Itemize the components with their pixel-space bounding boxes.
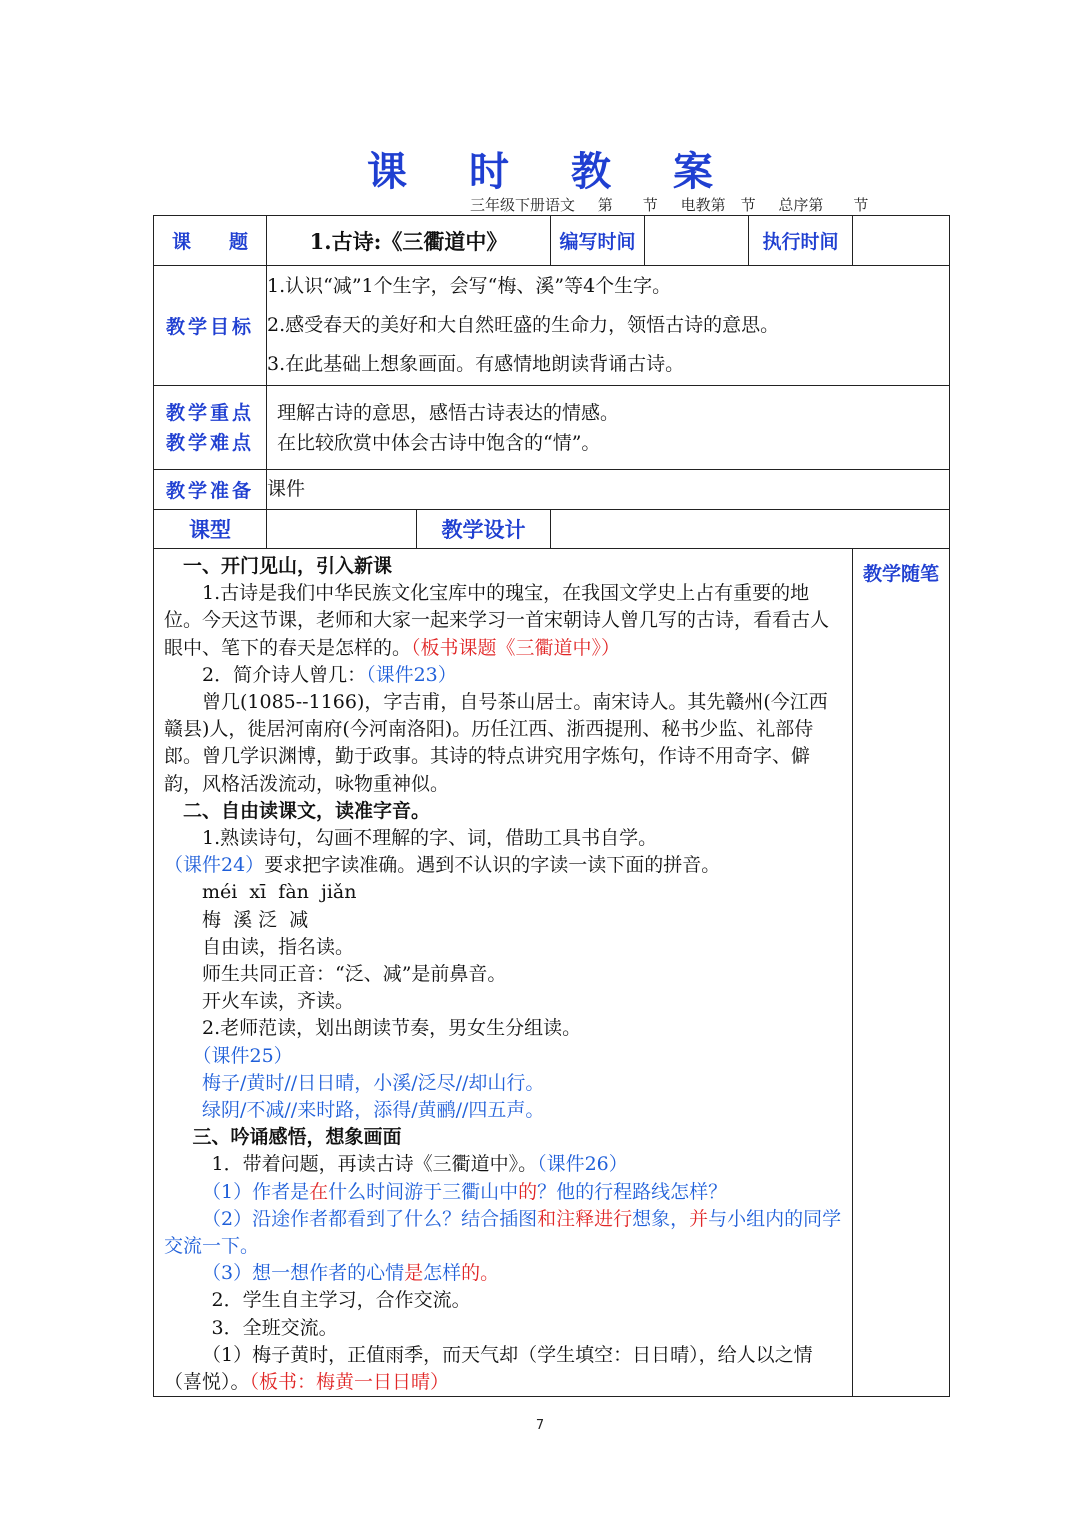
paragraph: 曾几(1085--1166)，字吉甫，自号茶山居士。南宋诗人。其先赣州(今江西赣县)人，徙居河南府(今河南洛阳)。历任江西、浙西提刑、秘书少监、礼部侍郎。曾几学识渊博，勤于政事。其诗的特点讲究用字炼句，作诗不用奇字、僻韵，风格活泼流动，咏物重神似。 — [164, 691, 828, 795]
text: （1）梅子黄时，正值雨季，而天气却（学生填空：日日晴），给人以之情（喜悦）。 — [164, 1343, 813, 1394]
text: 2．简介诗人曾几： — [202, 663, 367, 686]
exec-time-value — [853, 216, 950, 266]
total-label: 总序第 节 — [778, 196, 869, 214]
edu-label: 电教第 节 — [680, 196, 756, 214]
type-value — [267, 510, 417, 549]
topic-row — [154, 216, 950, 266]
page-number: 7 — [535, 1418, 545, 1433]
goals-cell — [267, 266, 950, 386]
type-label: 课型 — [154, 510, 267, 549]
goal-item: 1.认识“减”1个生字，会写“梅、溪”等4个生字。 — [267, 275, 672, 297]
poem-line: 绿阴/不减//来时路，添得/黄鹂//四五声。 — [202, 1099, 545, 1122]
chars-line: 梅 溪 泛 减 — [202, 908, 309, 931]
paragraph: 3．全班交流。 — [211, 1316, 338, 1339]
grade-label: 三年级下册语文 — [470, 196, 576, 214]
paragraph: 开火车读，齐读。 — [202, 990, 355, 1013]
text: 1.古诗是我们中华民族文化宝库中的瑰宝，在我国文学史上占有重要的地位。今天这节课，老师和大家一起来学习一首宋朝诗人曾几写的古诗，看看古人眼中、笔下的春天是怎样的。 — [164, 582, 830, 659]
prep-row — [154, 470, 950, 510]
lesson-meta-line — [470, 194, 886, 215]
courseware-note: （课件23） — [366, 663, 457, 686]
type-row-blank — [551, 510, 950, 549]
section-heading: 三、吟诵感悟，想象画面 — [192, 1126, 402, 1149]
paragraph: 2．学生自主学习，合作交流。 — [211, 1289, 471, 1312]
goals-row — [154, 266, 950, 386]
pinyin-line: méi xī fàn jiǎn — [202, 881, 357, 904]
board-note: （板书：梅黄一日日晴） — [249, 1371, 450, 1394]
exec-time-label: 执行时间 — [749, 216, 853, 266]
design-label: 教学设计 — [417, 510, 551, 549]
design-content — [154, 549, 853, 1397]
poem-line: 梅子/黄时//日日晴，小溪/泛尽//却山行。 — [202, 1071, 545, 1094]
question: （2）沿途作者都看到了什么？结合插图和注释进行想象，并与小组内的同学交流一下。 — [164, 1207, 842, 1258]
question: （1）作者是在什么时间游于三衢山中的？他的行程路线怎样？ — [202, 1180, 728, 1203]
key-label: 教学重点 — [165, 401, 254, 424]
prep-value: 课件 — [267, 470, 950, 510]
question: （3）想一想作者的心情是怎样的。 — [202, 1262, 500, 1285]
type-row — [154, 510, 950, 549]
topic-value: 1.古诗:《三衢道中》 — [267, 216, 551, 266]
design-row — [154, 549, 950, 1397]
key-points-row — [154, 386, 950, 470]
paragraph — [164, 852, 844, 879]
compile-time-value — [645, 216, 749, 266]
paragraph — [164, 662, 844, 689]
courseware-note: （课件25） — [192, 1044, 293, 1067]
goal-item: 3.在此基础上想象画面。有感情地朗读背诵古诗。 — [267, 353, 685, 375]
paragraph — [164, 1342, 844, 1396]
goal-item: 2.感受春天的美好和大自然旺盛的生命力，领悟古诗的意思。 — [267, 314, 780, 336]
paragraph: 师生共同正音：“泛、减”是前鼻音。 — [202, 963, 507, 986]
goals-label: 教学目标 — [154, 266, 267, 386]
difficult-value: 在比较欣赏中体会古诗中饱含的“情”。 — [277, 431, 601, 454]
key-labels — [154, 386, 267, 470]
lesson-plan-table — [153, 215, 950, 1397]
section-label: 第 节 — [597, 196, 658, 214]
compile-time-label: 编写时间 — [551, 216, 645, 266]
topic-label: 课 题 — [154, 216, 267, 266]
courseware-note: （课件26） — [537, 1153, 628, 1176]
section-heading: 一、开门见山，引入新课 — [183, 555, 393, 577]
text: 1．带着问题，再读古诗《三衢道中》。 — [211, 1153, 538, 1176]
notes-label: 教学随笔 — [862, 563, 939, 585]
section-heading: 二、自由读课文，读准字音。 — [183, 799, 431, 822]
page-title: 课时教案 — [367, 149, 775, 195]
difficult-label: 教学难点 — [165, 431, 254, 454]
text: 要求把字读准确。遇到不认识的字读一读下面的拼音。 — [264, 854, 721, 877]
courseware-note: （课件24） — [164, 854, 265, 877]
notes-cell — [853, 549, 950, 1397]
paragraph — [164, 1151, 844, 1178]
board-note: （板书课题《三衢道中》） — [411, 636, 621, 659]
paragraph: 自由读，指名读。 — [202, 935, 355, 958]
key-points-cell — [267, 386, 950, 470]
prep-label: 教学准备 — [154, 470, 267, 510]
key-value: 理解古诗的意思，感悟古诗表达的情感。 — [277, 401, 620, 424]
paragraph: 1.熟读诗句，勾画不理解的字、词，借助工具书自学。 — [202, 827, 658, 850]
paragraph — [164, 580, 844, 662]
paragraph: 2.老师范读，划出朗读节奏，男女生分组读。 — [202, 1017, 582, 1040]
